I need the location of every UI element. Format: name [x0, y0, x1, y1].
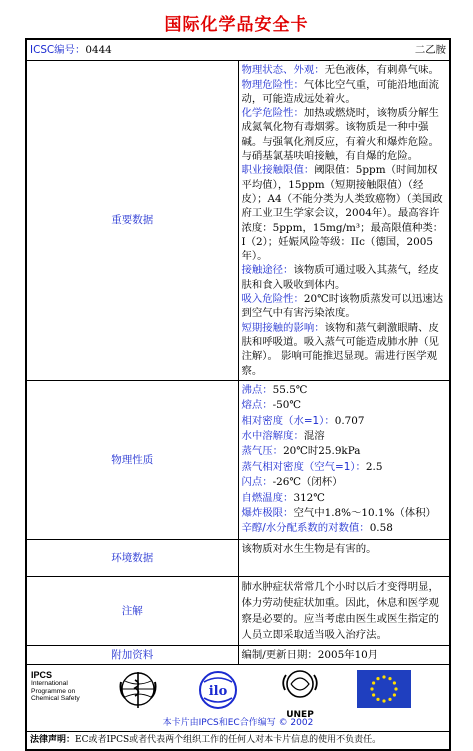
eu-star-icon: [394, 688, 397, 691]
physical-property-value: 0.707: [334, 414, 365, 427]
physical-property-value: 0.58: [369, 522, 393, 535]
eu-star-icon: [382, 676, 385, 679]
important-data-value: 该物和蒸气刺激眼睛、皮肤和呼吸道。吸入蒸气可能造成肺水肿（见注解）。 影响可能推迟显现。需进行医学观察。: [241, 321, 439, 377]
eu-flag-icon: [357, 670, 411, 712]
eu-star-icon: [393, 682, 396, 685]
notes-label: 注解: [27, 576, 239, 645]
physical-property-key: 沸点：: [241, 383, 273, 396]
important-data-key: 职业接触限值：: [241, 164, 315, 177]
physical-property-value: 混溶: [303, 430, 325, 443]
physical-property-key: 相对密度（水=1）：: [241, 414, 335, 427]
legal-row: [27, 732, 450, 750]
physical-property-item: [242, 491, 447, 506]
legal-notice: [27, 732, 450, 750]
physical-property-item: [242, 429, 447, 444]
physical-property-item: [242, 414, 447, 429]
physical-property-value: -50℃: [272, 399, 302, 412]
icsc-label: ICSC编号：: [30, 44, 86, 56]
cooperation-caption: 本卡片由IPCS和EC合作编写 © 2002: [162, 718, 314, 729]
eu-star-icon: [370, 688, 373, 691]
physical-property-value: 20℃时25.9kPa: [283, 445, 361, 458]
additional-text: 编制/更新日期：2005年10月: [238, 645, 450, 664]
eu-star-icon: [376, 698, 379, 701]
important-data-item: [242, 292, 447, 321]
important-data-item: [242, 321, 447, 378]
important-data-key: 物理危险性：: [241, 78, 304, 91]
header-row: [27, 40, 450, 61]
important-data-value: 阈限值：5ppm（时间加权平均值），15ppm（短期接触限值）（经皮）；A4（不能分类为人类致癌物）（美国政府工业卫生学家会议，2004年）。最高容许浓度：5ppm，15mg/m³；最高限值种类：I（2）；妊娠风险等级：IIc（德国，2005年）。: [241, 164, 444, 263]
physical-properties-content: [238, 380, 450, 539]
notes-row: [27, 576, 450, 645]
who-emblem-icon: [115, 668, 161, 718]
card-title: 国际化学品安全卡: [164, 15, 309, 35]
important-data-key: 化学危险性：: [241, 107, 304, 120]
icsc-number: 0444: [85, 44, 112, 56]
important-data-value: 加热或燃烧时，该物质分解生成氮氧化物有毒烟雾。该物质是一种中强碱。与强氧化剂反应，有着火和爆炸危险。与硝基氯基呋咱接触，有自爆的危险。: [241, 107, 439, 163]
unep-logo: [277, 668, 323, 723]
important-data-item: [242, 163, 447, 263]
unep-label: UNEP: [286, 710, 314, 721]
legal-label: 法律声明：: [30, 735, 76, 746]
physical-property-value: 2.5: [365, 460, 383, 473]
important-data-label: 重要数据: [27, 61, 239, 381]
physical-property-item: [242, 383, 447, 398]
physical-property-item: [242, 398, 447, 413]
eu-star-icon: [388, 677, 391, 680]
svg-text:ilo: ilo: [208, 684, 228, 700]
logos-row: [27, 665, 450, 732]
physical-property-item: [242, 475, 447, 490]
physical-property-item: [242, 460, 447, 475]
physical-property-value: -26℃（闭杯）: [272, 476, 343, 489]
physical-property-key: 水中溶解度：: [241, 430, 304, 443]
physical-property-key: 蒸气相对密度（空气=1）：: [241, 460, 366, 473]
ipcs-line: Chemical Safety: [31, 695, 80, 702]
physical-property-key: 熔点：: [241, 399, 273, 412]
important-data-key: 吸入危险性：: [241, 293, 304, 306]
environment-label: 环境数据: [27, 539, 239, 576]
physical-property-value: 55.5℃: [272, 383, 308, 396]
safety-card: [25, 38, 451, 751]
eu-star-icon: [372, 682, 375, 685]
physical-property-item: [242, 521, 447, 536]
important-data-item: [242, 78, 447, 107]
physical-property-key: 爆炸极限：: [241, 507, 294, 520]
eu-star-icon: [382, 700, 385, 703]
environment-text: 该物质对水生生物是有害的。: [238, 539, 450, 576]
physical-properties-row: [27, 380, 450, 539]
eu-star-icon: [393, 694, 396, 697]
physical-property-key: 蒸气压：: [241, 445, 284, 458]
important-data-value: 无色液体，有刺鼻气味。: [324, 64, 439, 77]
eu-star-icon: [388, 698, 391, 701]
important-data-value: 气体比空气重，可能沿地面流动，可能造成远处着火。: [241, 78, 439, 105]
important-data-item: [242, 263, 447, 292]
physical-property-key: 闪点：: [241, 476, 273, 489]
important-data-value: 20℃时该物质蒸发可以迅速达到空气中有害污染浓度。: [241, 293, 443, 320]
physical-properties-label: 物理性质: [27, 380, 239, 539]
ipcs-title: IPCS: [31, 670, 53, 681]
notes-text: 肺水肿症状常常几个小时以后才变得明显，体力劳动使症状加重。因此，休息和医学观察是必要的。应当考虑由医生或医生指定的人员立即采取适当吸入治疗法。: [238, 576, 450, 645]
physical-property-key: 辛醇/水分配系数的对数值：: [241, 522, 370, 535]
physical-property-item: [242, 506, 447, 521]
important-data-row: [27, 61, 450, 381]
important-data-content: [238, 61, 450, 381]
ipcs-logo: [31, 670, 103, 702]
ilo-emblem-icon: [195, 668, 241, 718]
chemical-name: 二乙胺: [414, 44, 446, 56]
physical-property-value: 312℃: [293, 491, 325, 504]
ipcs-line: Programme on: [31, 687, 76, 695]
physical-property-value: 空气中1.8%～10.1%（体积）: [293, 507, 436, 520]
important-data-item: [242, 106, 447, 163]
additional-label: 附加资料: [27, 645, 239, 664]
environment-row: [27, 539, 450, 576]
important-data-value: 该物质可通过吸入其蒸气，经皮肤和食入吸收到体内。: [241, 264, 439, 291]
legal-text: EC或者IPCS或者代表两个组织工作的任何人对本卡片信息的使用不负责任。: [75, 735, 382, 746]
important-data-key: 物理状态、外观：: [241, 64, 325, 77]
important-data-key: 接触途径：: [241, 264, 294, 277]
physical-property-key: 自燃温度：: [241, 491, 294, 504]
eu-star-icon: [372, 694, 375, 697]
ipcs-line: International: [31, 680, 68, 688]
additional-row: [27, 645, 450, 664]
physical-property-item: [242, 444, 447, 459]
important-data-item: [242, 63, 447, 77]
eu-star-icon: [376, 677, 379, 680]
logos-area: [27, 665, 450, 732]
important-data-key: 短期接触的影响：: [241, 321, 325, 334]
